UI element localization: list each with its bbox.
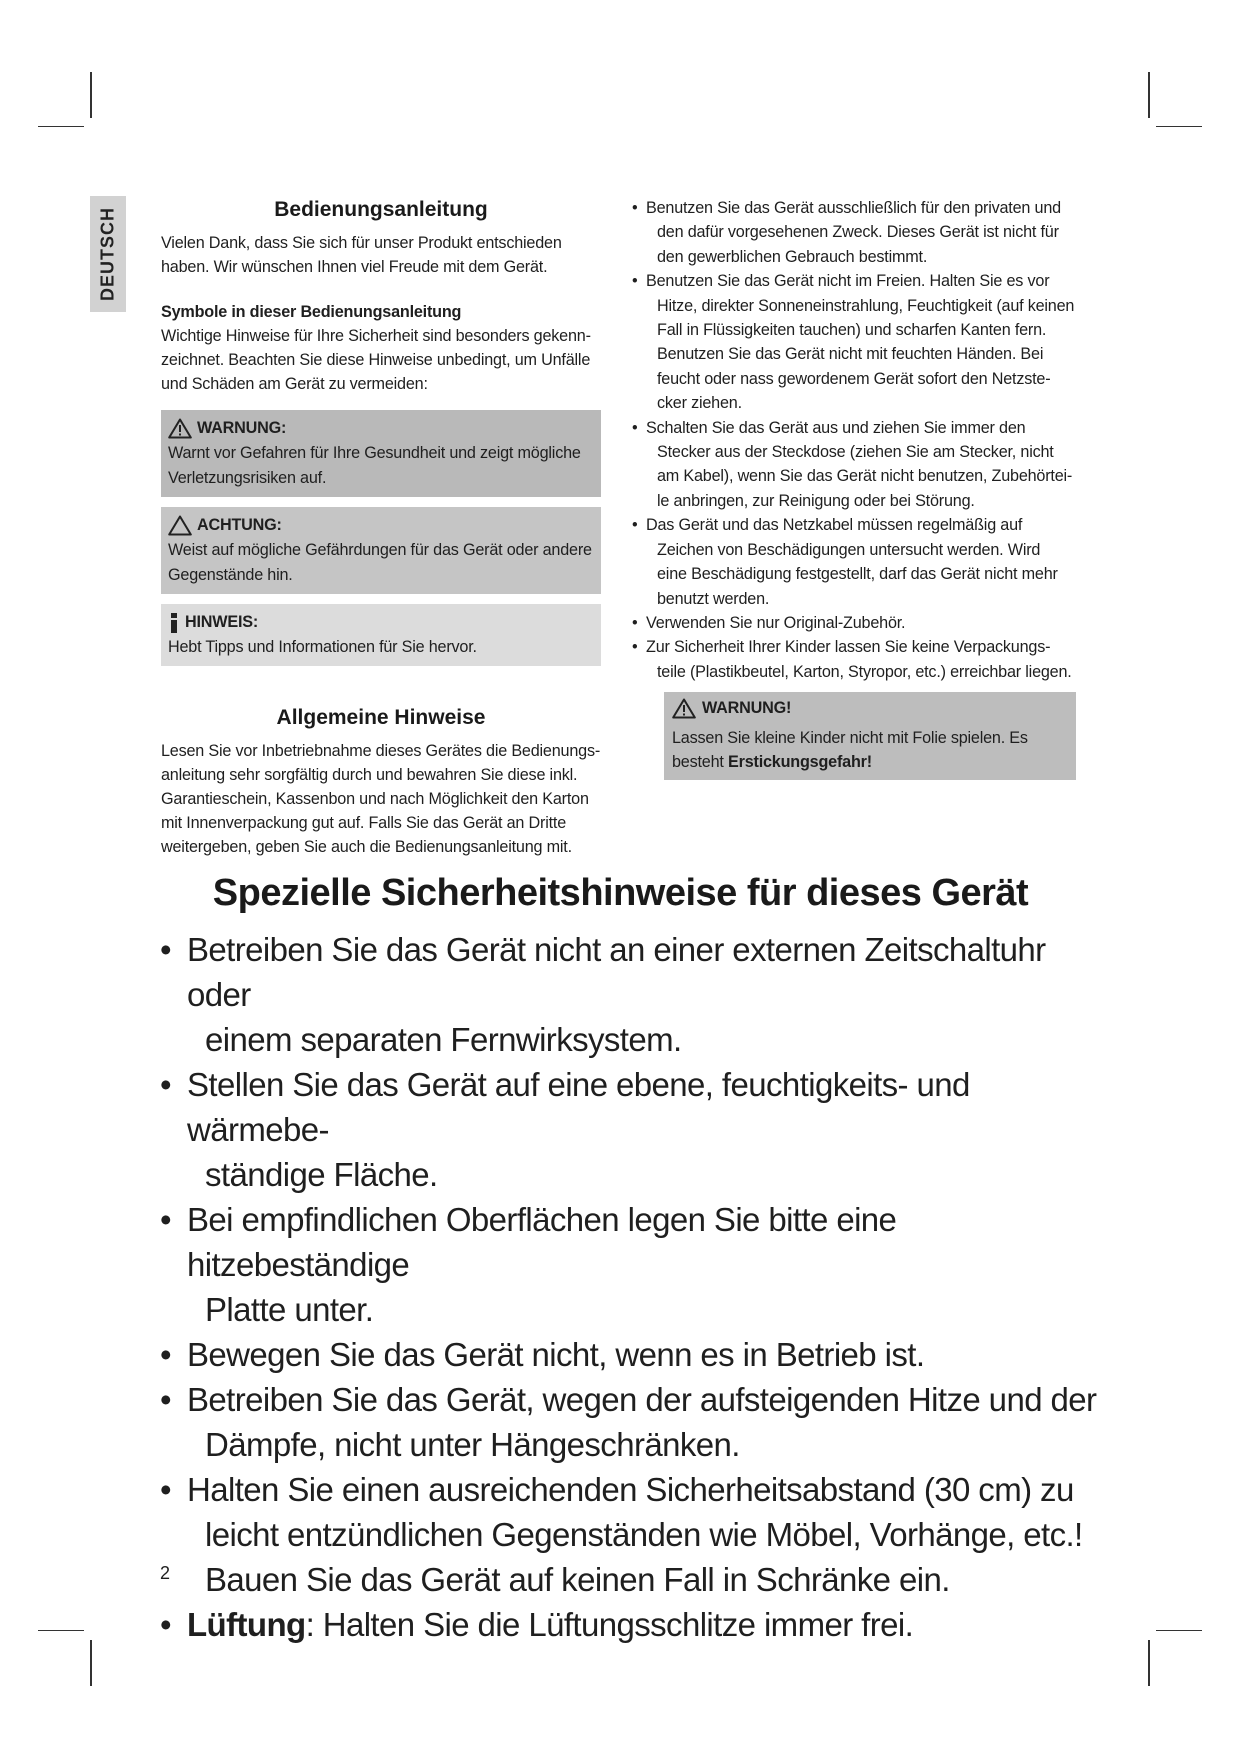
- list-item: • Verwenden Sie nur Original-Zubehör.: [632, 611, 1080, 635]
- warning-text: Lassen Sie kleine Kinder nicht mit Folie spielen. Es besteht Erstickungsgefahr!: [672, 729, 1028, 772]
- suffocation-warning-box: [664, 692, 1076, 780]
- crop-mark: [38, 1630, 84, 1631]
- crop-mark: [90, 1640, 92, 1686]
- list-item: • Benutzen Sie das Gerät nicht im Freien. Halten Sie es vor Hitze, direkter Sonneneinstrahlung, Feuchtigkeit (auf keinen Fall in Flüssigkeiten tauchen) und scharfen Kanten fern. Benutzen Sie das Gerät nicht mit feuchten Händen. Bei feucht oder nass gewordenem Gerät sofort den Netzste- cker ziehen.: [632, 269, 1080, 415]
- list-item: • Bei empfindlichen Oberflächen legen Sie bitte eine hitzebeständige Platte unter.: [160, 1197, 1100, 1332]
- general-text: Lesen Sie vor Inbetriebnahme dieses Gerätes die Bedienungs- anleitung sehr sorgfältig durch und bewahren Sie diese inkl. Garantieschein, Kassenbon und nach Möglichkeit den Karton mit Innenverpackung gut auf. Falls Sie das Gerät an Dritte weitergeben, geben Sie auch die Bedienungsanleitung mit.: [161, 742, 601, 856]
- note-label: HINWEIS:: [185, 613, 259, 631]
- special-safety-title: Spezielle Sicherheitshinweise für dieses Gerät: [212, 872, 1029, 914]
- list-item: • Betreiben Sie das Gerät nicht an einer externen Zeitschaltuhr oder einem separaten Fernwirksystem.: [160, 927, 1100, 1062]
- list-item: • Zur Sicherheit Ihrer Kinder lassen Sie keine Verpackungs- teile (Plastikbeutel, Karton, Styropor, etc.) erreichbar liegen.: [632, 635, 1080, 684]
- warning-box: [161, 410, 601, 497]
- crop-mark: [1148, 1640, 1150, 1686]
- left-column: [161, 198, 601, 859]
- list-item: • Schalten Sie das Gerät aus und ziehen Sie immer den Stecker aus der Steckdose (ziehen Sie am Stecker, nicht am Kabel), wenn Sie das Gerät nicht benutzen, Zubehörtei- le anbringen, zur Reinigung oder bei Störung.: [632, 416, 1080, 514]
- crop-mark: [1156, 1630, 1202, 1631]
- general-bullets: [632, 196, 1080, 684]
- note-text: Hebt Tipps und Informationen für Sie hervor.: [168, 638, 477, 656]
- list-item: • Halten Sie einen ausreichenden Sicherheitsabstand (30 cm) zu leicht entzündlichen Gegenständen wie Möbel, Vorhänge, etc.! Bauen Sie das Gerät auf keinen Fall in Schränke ein.: [160, 1467, 1100, 1602]
- info-icon: [168, 613, 180, 633]
- symbols-text: Wichtige Hinweise für Ihre Sicherheit sind besonders gekenn- zeichnet. Beachten Sie diese Hinweise unbedingt, um Unfälle und Schäden am Gerät zu vermeiden:: [161, 327, 591, 393]
- list-item: • Benutzen Sie das Gerät ausschließlich für den privaten und den dafür vorgesehenen Zweck. Dieses Gerät ist nicht für den gewerblichen Gebrauch bestimmt.: [632, 196, 1080, 269]
- list-item: • Betreiben Sie das Gerät, wegen der aufsteigenden Hitze und der Dämpfe, nicht unter Hängeschränken.: [160, 1377, 1100, 1467]
- warning-text: Warnt vor Gefahren für Ihre Gesundheit und zeigt mögliche Verletzungsrisiken auf.: [168, 444, 581, 487]
- warning-icon: [168, 418, 192, 439]
- page-number: 2: [160, 1563, 171, 1583]
- crop-mark: [1148, 72, 1150, 118]
- general-title: Allgemeine Hinweise: [276, 706, 486, 729]
- special-safety-list: [160, 927, 1100, 1647]
- crop-mark: [90, 72, 92, 118]
- symbols-heading: Symbole in dieser Bedienungsanleitung: [161, 303, 462, 321]
- crop-mark: [1156, 126, 1202, 127]
- crop-mark: [38, 126, 84, 127]
- language-tab: [90, 196, 126, 312]
- warning-label: WARNUNG!: [702, 699, 792, 718]
- manual-title: Bedienungsanleitung: [274, 198, 488, 221]
- caution-box: [161, 507, 601, 594]
- right-column: [632, 196, 1080, 780]
- intro-text: Vielen Dank, dass Sie sich für unser Produkt entschieden haben. Wir wünschen Ihnen viel Freude mit dem Gerät.: [161, 234, 562, 276]
- language-tab-label: DEUTSCH: [97, 206, 118, 302]
- caution-text: Weist auf mögliche Gefährdungen für das Gerät oder andere Gegenstände hin.: [168, 541, 592, 584]
- list-item: • Lüftung: Halten Sie die Lüftungsschlitze immer frei.: [160, 1602, 1100, 1647]
- caution-label: ACHTUNG:: [197, 516, 282, 534]
- list-item: • Stellen Sie das Gerät auf eine ebene, feuchtigkeits- und wärmebe- ständige Fläche.: [160, 1062, 1100, 1197]
- caution-triangle-icon: [168, 515, 192, 536]
- list-item: • Das Gerät und das Netzkabel müssen regelmäßig auf Zeichen von Beschädigungen untersucht werden. Wird eine Beschädigung festgestellt, darf das Gerät nicht mehr benutzt werden.: [632, 513, 1080, 611]
- list-item: • Bewegen Sie das Gerät nicht, wenn es in Betrieb ist.: [160, 1332, 1100, 1377]
- note-box: [161, 604, 601, 666]
- warning-icon: [672, 698, 696, 719]
- warning-label: WARNUNG:: [197, 419, 287, 437]
